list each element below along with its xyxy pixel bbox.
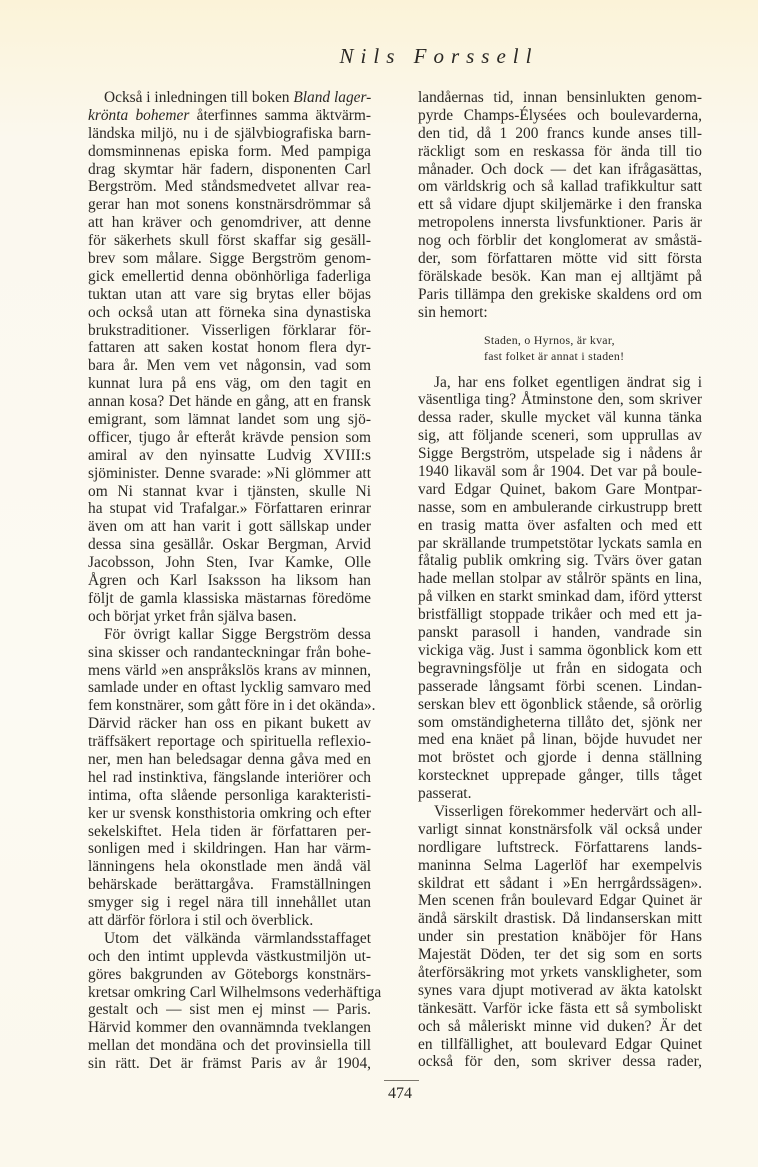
text-line: pyrde Champs-Élysées och boulevarderna, (418, 106, 702, 124)
text-line: förälskade besök. Kan man ej alltjämt på (418, 267, 702, 285)
text-line: bara år. Men vem vet någonsin, vad som (88, 357, 371, 375)
text-line: mellan det mondäna och det provinsiella till (88, 1037, 371, 1055)
text-line: ner, men han beledsagar denna gåva med en (88, 750, 371, 768)
text-line: För övrigt kallar Sigge Bergström dessa (104, 625, 371, 643)
text-line: att därför förlora i stil och överblick. (88, 911, 314, 929)
text-line: ländska miljö, nu i de självbiografiska barn- (88, 124, 371, 142)
text-line: gerar han mot sonens konstnärsdrömmar så (88, 196, 371, 214)
text-line: passerade långsamt förbi scenen. Lindan- (418, 677, 702, 695)
text-line: hel rad instinktiva, fängslande interiörer och (88, 768, 371, 786)
text-line: sina skisser och randanteckningar från bohe- (88, 643, 371, 661)
text-line: brev som målare. Sigge Bergström genom- (88, 250, 371, 268)
text-line: korstecknet upprepade gånger, tills tåget (418, 767, 702, 785)
text-line: om världskrig och så kallad trafikkultur satt (418, 178, 702, 196)
text-line: under sin prestation knäböjer för Hans (418, 928, 702, 946)
text-line: drag skymtar här fadern, disponenten Carl (88, 160, 371, 178)
text-line: maninna Selma Lagerlöf har exempelvis (418, 856, 702, 874)
text-line: skildrat ett sådant i »En herrgårdssägen». (418, 874, 702, 892)
text-line: Men scenen från boulevard Edgar Quinet är (418, 892, 702, 910)
text-line: serskan blev ett ögonblick stående, så orörlig (418, 695, 702, 713)
folio-rule (384, 1080, 419, 1081)
text-line: träffsäkert reportage och spirituella reflexio- (88, 733, 371, 751)
text-line: Majestät Döden, ter det sig som en sorts (418, 946, 702, 964)
text-line: begravningsfölje ut från en sidogata och (418, 659, 702, 677)
text-line: sin rätt. Det är främst Paris av år 1904, (88, 1055, 371, 1073)
text-line: en tillfällighet, att boulevard Edgar Quinet (418, 1035, 702, 1053)
text-line: att han kräver och genomdriver, att denne (88, 214, 371, 232)
text-line: mens värld »en anspråkslös krans av minnen, (88, 661, 371, 679)
text-line: göres bakgrunden av Göteborgs konstnärs- (88, 965, 371, 983)
running-head: Nils Forssell (339, 44, 539, 68)
text-line: behärskade berättargåva. Framställningen (88, 876, 371, 894)
text-line: om Ni stannat kvar i tjänsten, skulle Ni (88, 482, 371, 500)
text-line: hade mellan stolpar av stålrör spänts en lina, (418, 570, 702, 588)
text-line: bristfälligt stoppade trikåer och med ett ja- (418, 606, 702, 624)
text-line: sekelskiftet. Hela tiden är författaren per- (88, 822, 371, 840)
verse-line: Staden, o Hyrnos, är kvar, (484, 332, 615, 347)
text-line: gestalt och — sist men ej minst — Paris. (88, 1001, 371, 1019)
book-title-italic: krönta bohemer (88, 106, 190, 124)
text-line: sig, att följande sceneri, som upprullas av (418, 427, 702, 445)
text-line: ett så vidare djupt skiljemärke i den franska (418, 196, 702, 214)
text-line: sonligen med i skildringen. Han har värm- (88, 840, 371, 858)
verse-line: fast folket är annat i staden! (484, 348, 625, 363)
text-line: ker ur svensk konsthistoria omkring och efter (88, 804, 371, 822)
left-column (88, 89, 382, 1073)
text-line: och den intimt upplevda västkustmiljön ut- (88, 947, 371, 965)
verse-quote (418, 332, 702, 364)
text-line: återförsäkring mot yrkets vanskligheter, som (418, 963, 702, 981)
text-line: sin hemort: (418, 303, 488, 321)
text-line: sjöminister. Denne svarade: »Ni glömmer att (88, 464, 371, 482)
text-line: vickiga väg. Just i samma ögonblick kom ett (418, 641, 702, 659)
text-line: vard Edgar Quinet, bakom Gare Montpar- (418, 480, 702, 498)
text-line: länningens hela okonstlade men ändå väl (88, 858, 371, 876)
text-line: även om att han varit i gott sällskap under (88, 518, 371, 536)
text-line: tuktan utan att vare sig brytas eller böjas (88, 285, 371, 303)
text-line: smyger sig i regel nära till innehållet utan (88, 894, 371, 912)
text-line: krönta bohemer återfinnes samma äktvärm- (88, 106, 371, 124)
text-line: kunnat lura på ens väg, om den tagit en (88, 375, 371, 393)
text-line: passerat. (418, 785, 472, 803)
text-line: Visserligen förekommer hedervärt och all- (434, 802, 702, 820)
text-line: brukstraditioner. Visserligen förklarar för- (88, 321, 371, 339)
text-line: nordligare luftstreck. Författarens lands- (418, 838, 702, 856)
text-line: också för den, som skriver dessa rader, (418, 1053, 702, 1071)
text-line: Paris tillämpa den grekiske skaldens ord om (418, 285, 702, 303)
text-line: landåernas tid, innan bensinlukten genom- (418, 89, 702, 106)
text-line: och börjat yrket från själva basen. (88, 607, 297, 625)
text-line: räckligt som en reskassa för ända till tio (418, 142, 702, 160)
page-number: 474 (388, 1085, 412, 1102)
text-line: den tid, då 1 200 francs kunde anses till- (418, 124, 702, 142)
text-line: fem konstnärer, som gått före in i det okända». (88, 697, 376, 715)
text-line: Därvid räcker han oss en pikant bukett av (88, 715, 371, 733)
text-line: metropolens innersta livsfunktioner. Paris är (418, 214, 702, 232)
text-line: annan kosa? Det hände en gång, att en fransk (88, 393, 371, 411)
text-line: och så måleriskt minne vid duken? Är det (418, 1017, 702, 1035)
right-column (418, 89, 702, 1071)
text-line: för säkerhets skull först skaffar sig gesäll- (88, 232, 371, 250)
text-line: Jacobsson, John Sten, Ivar Kamke, Olle (88, 554, 371, 572)
right-column-text-after-quote (418, 374, 702, 1072)
text-line: nasse, som en ambulerande cirkustrupp brett (418, 498, 702, 516)
text-line: varligt sinnat konstnärsfolk väl också under (418, 820, 702, 838)
text-line: väsentliga ting? Åtminstone den, som skriver (418, 391, 702, 409)
text-line: 1940 likaväl som år 1904. Det var på boule- (418, 463, 702, 481)
text-line: tänkesätt. Varför icke fästa ett så symboliskt (418, 999, 702, 1017)
text-line: Bergström. Med ståndsmedvetet allvar rea- (88, 178, 371, 196)
text-line: Utom det välkända värmlandsstaffaget (104, 929, 371, 947)
text-line: ändå särskilt drastisk. Då lindanserskan mitt (418, 910, 702, 928)
right-column-text-before-quote (418, 89, 702, 322)
text-line: ha stupat vid Trafalgar.» Författaren erinrar (88, 500, 371, 518)
text-line: dessa rader, skulle mycket väl kunna tänka (418, 409, 702, 427)
text-line: der, som författaren mötte vid sitt första (418, 250, 702, 268)
text-line: synes vara djupt motiverad av äkta katolskt (418, 981, 702, 999)
text-line: kretsar omkring Carl Wilhelmsons vederhäftiga (88, 983, 382, 1001)
text-line: på vilken en starkt sminkad dam, iförd ytterst (418, 588, 702, 606)
text-line: en trasig matta över asfalten och med ett (418, 516, 702, 534)
text-line: Sigge Bergström, utspelade sig i nådens år (418, 445, 702, 463)
text-line: med ena knäet på linan, böjde huvudet ner (418, 731, 702, 749)
text-line: mot bröstet och gjorde i denna ställning (418, 749, 702, 767)
text-line: fåtalig publik omkring sig. Tvärs över gatan (418, 552, 702, 570)
text-line: Härvid kommer den ovannämnda tveklangen (88, 1019, 371, 1037)
text-line: som omständigheterna tillåto det, sjönk ner (418, 713, 702, 731)
text-line: dessa sina gesällår. Oskar Bergman, Arvid (88, 536, 371, 554)
text-line: Ja, har ens folket egentligen ändrat sig i (434, 373, 702, 391)
text-line: emigrant, som lämnat landet som ung sjö- (88, 411, 371, 429)
text-line: gick emellertid denna obönhörliga faderliga (88, 267, 371, 285)
text-line: panskt parasoll i handen, vandrade sin (418, 624, 702, 642)
text-line: Ågren och Karl Isaksson ha liksom han (88, 572, 371, 590)
text-line: följt de gamla klassiska mästarnas föredöme (88, 589, 371, 607)
text-line: månader. Och dock — det kan ifrågasättas, (418, 160, 702, 178)
book-title-italic: Bland lager- (293, 89, 372, 106)
text-line: domsminnenas episka form. Med pampiga (88, 142, 371, 160)
text-line: officer, tjugo år efteråt krävde pension som (88, 428, 371, 446)
text-line: och också utan att förneka sina dynastiska (88, 303, 371, 321)
text-line: amiral av den nyinsatte Ludvig XVIII:s (88, 446, 371, 464)
text-line: fattaren att saken kostat honom flera dyr- (88, 339, 371, 357)
text-line: intima, ofta slående personliga karakteristi- (88, 786, 371, 804)
text-line: par skrällande trumpetstötar lyckats samla en (418, 534, 702, 552)
text-line: nog och förblir det konglomerat av småstä- (418, 232, 702, 250)
text-line: samlade under en oftast lycklig samvaro med (88, 679, 371, 697)
text-line: Också i inledningen till boken Bland lager- (104, 89, 372, 106)
